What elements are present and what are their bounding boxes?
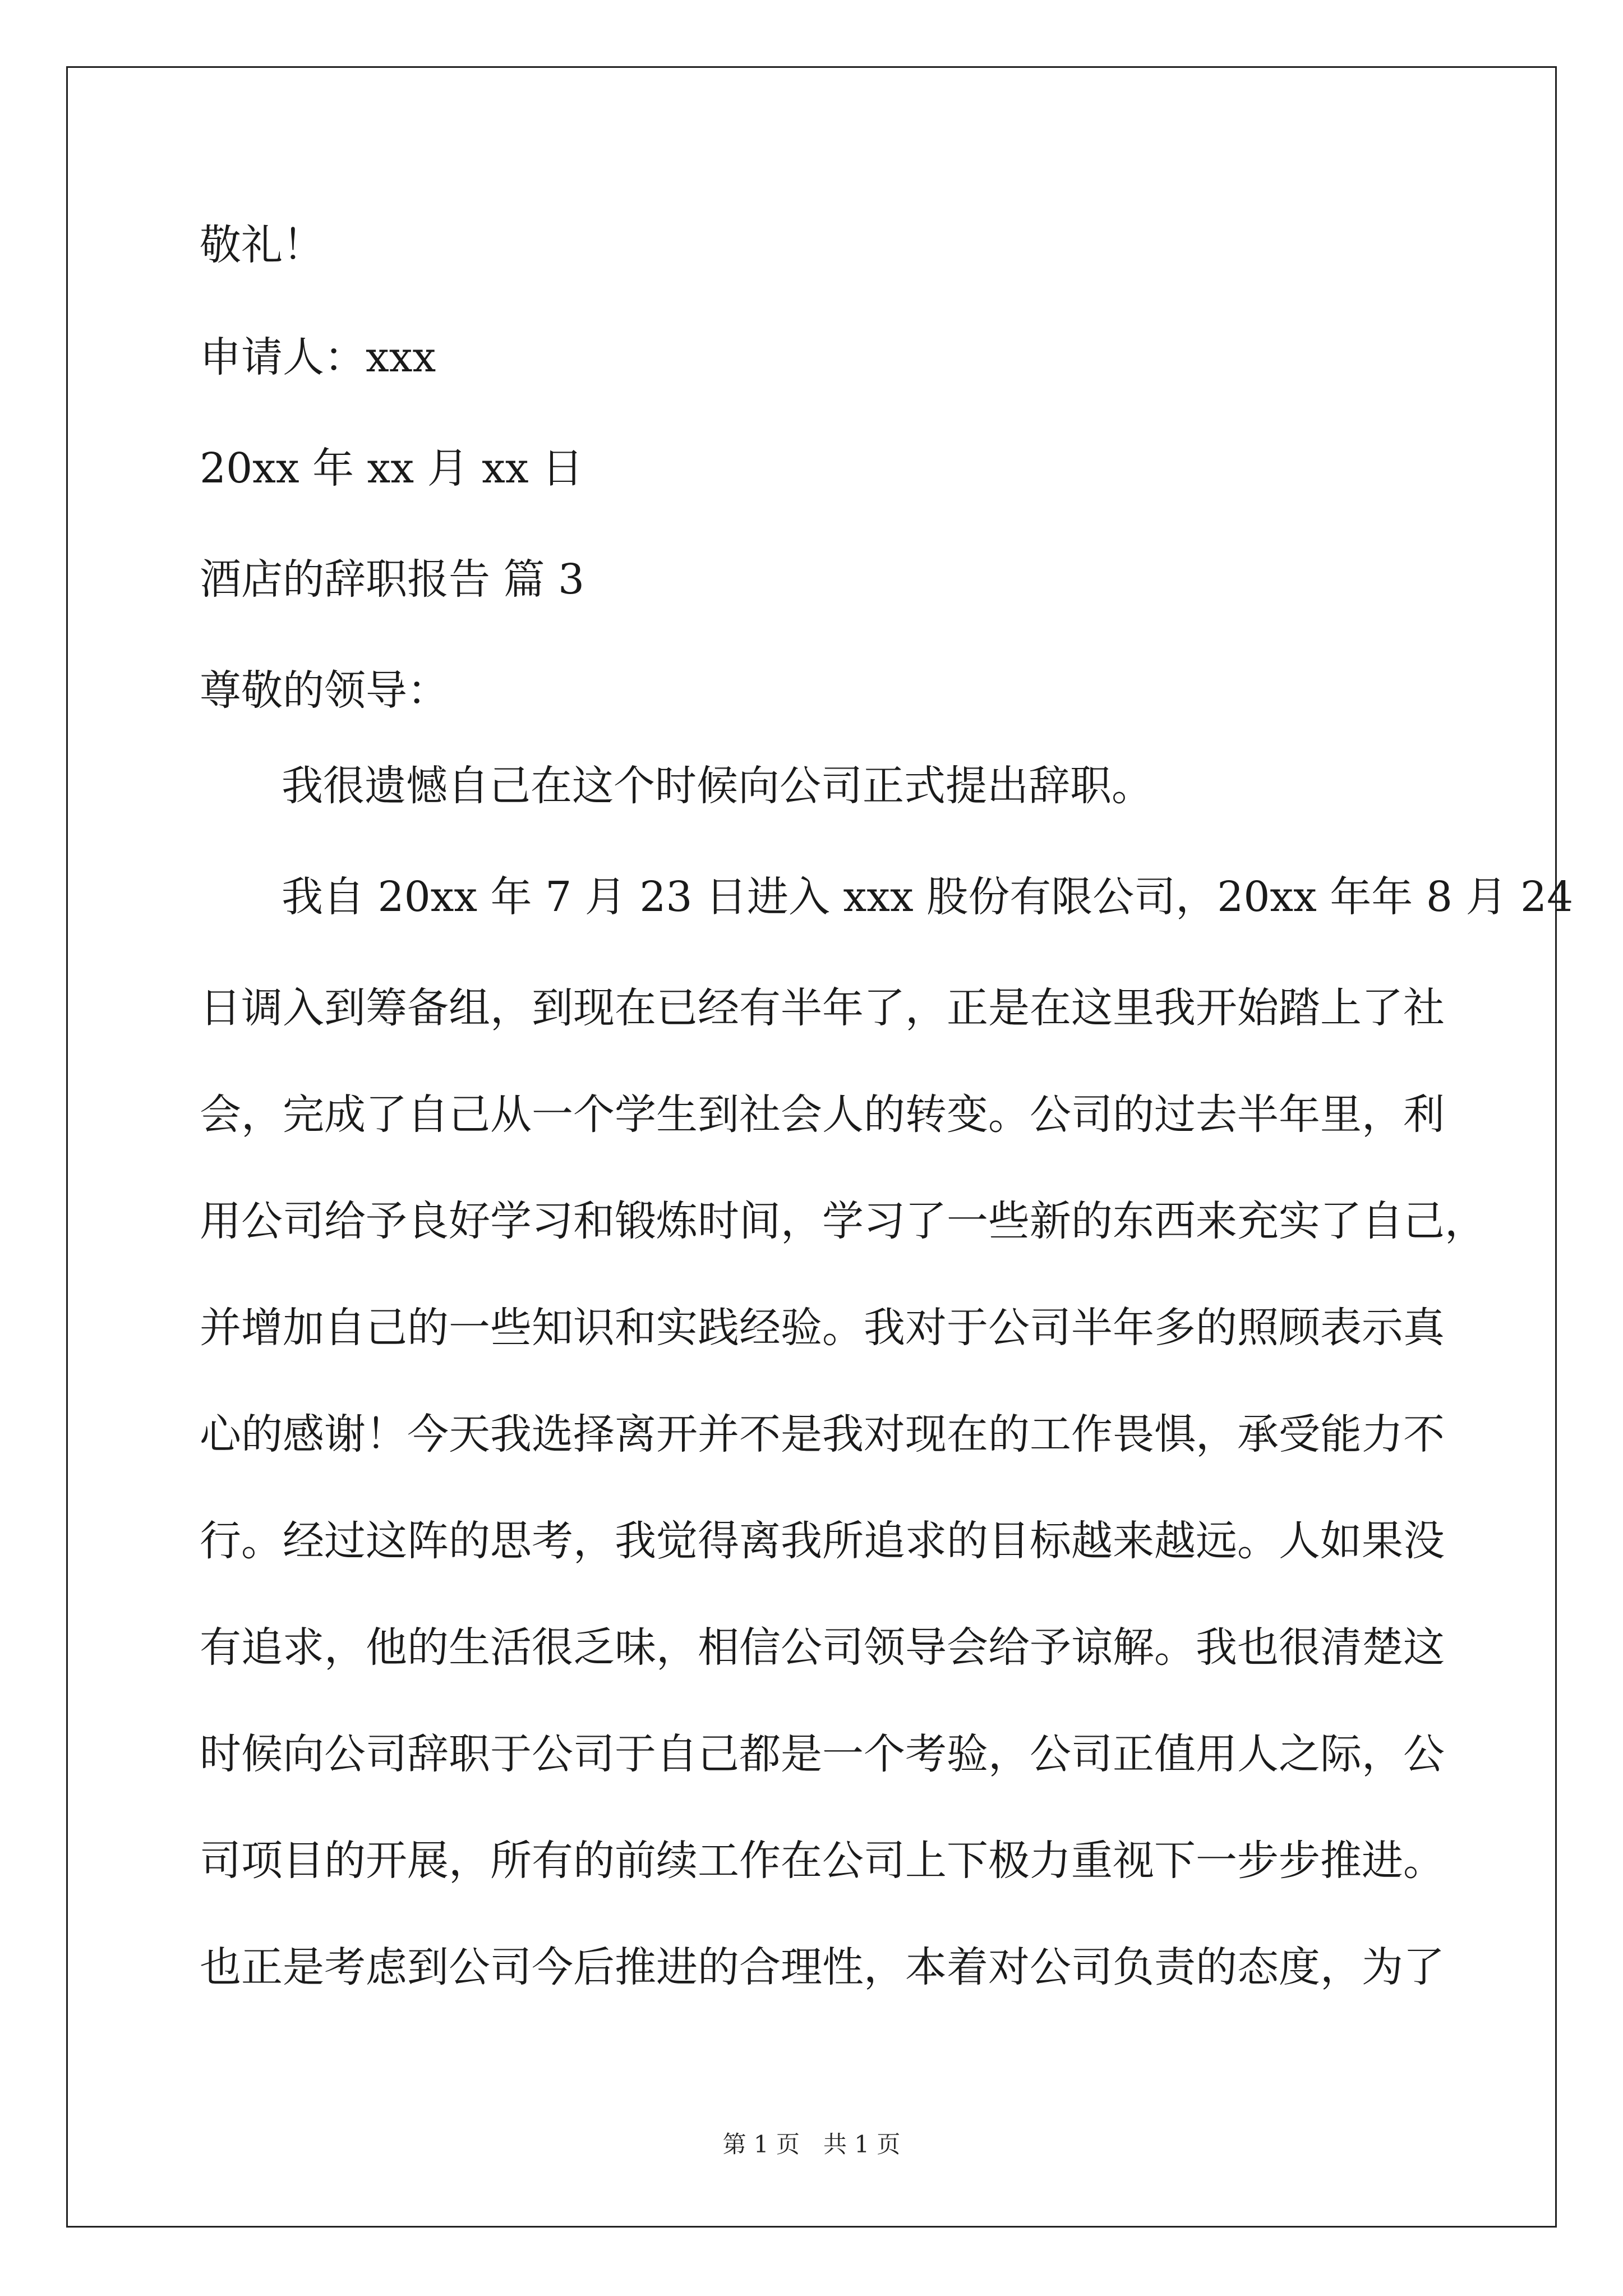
body-line: 也正是考虑到公司今后推进的合理性，本着对公司负责的态度，为了 [200, 1943, 1445, 1991]
body-line: 有追求，他的生活很乏味，相信公司领导会给予谅解。我也很清楚这 [200, 1623, 1445, 1672]
body-line: 时候向公司辞职于公司于自己都是一个考验，公司正值用人之际，公 [200, 1730, 1445, 1778]
body-line: 日调入到筹备组，到现在已经有半年了，正是在这里我开始踏上了社 [200, 984, 1445, 1032]
section-title: 酒店的辞职报告 篇 3 [200, 555, 585, 604]
body-line: 用公司给予良好学习和锻炼时间，学习了一些新的东西来充实了自己， [200, 1197, 1486, 1245]
body-line: 会，完成了自己从一个学生到社会人的转变。公司的过去半年里，利 [200, 1091, 1445, 1139]
body-line: 心的感谢！今天我选择离开并不是我对现在的工作畏惧，承受能力不 [200, 1410, 1445, 1458]
page-footer: 第 1 页 共 1 页 [722, 2131, 901, 2158]
body-line: 行。经过这阵的思考，我觉得离我所追求的目标越来越远。人如果没 [200, 1517, 1445, 1565]
salutation: 尊敬的领导： [200, 666, 449, 715]
page-border [66, 66, 1557, 2228]
letter-date: 20xx 年 xx 月 xx 日 [200, 444, 584, 493]
body-line: 我很遗憾自己在这个时候向公司正式提出辞职。 [282, 762, 1153, 810]
letter-closing: 敬礼！ [200, 221, 324, 269]
body-line: 并增加自己的一些知识和实践经验。我对于公司半年多的照顾表示真 [200, 1304, 1445, 1352]
body-line: 我自 20xx 年 7 月 23 日进入 xxx 股份有限公司，20xx 年年 8 月 24 [282, 873, 1574, 921]
applicant-signature: 申请人：xxx [200, 333, 436, 381]
body-line: 司项目的开展，所有的前续工作在公司上下极力重视下一步步推进。 [200, 1837, 1445, 1885]
